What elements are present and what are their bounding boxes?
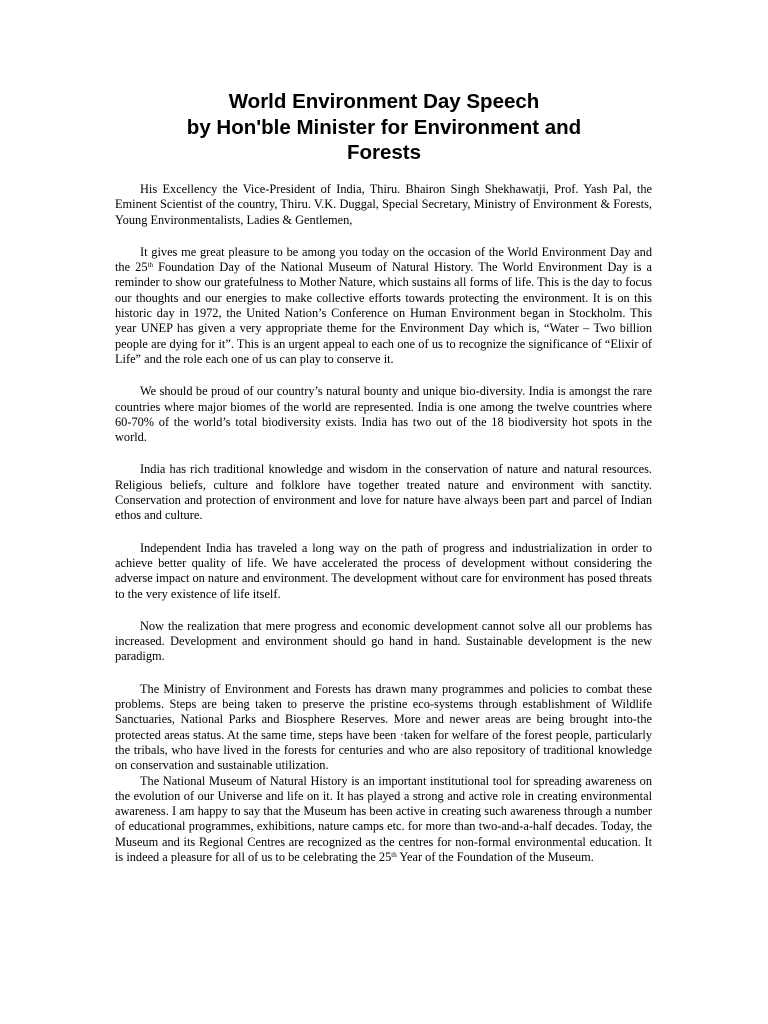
tradition-paragraph: India has rich traditional knowledge and wisdom in the conservation of nature and natural resources. Religious beliefs, culture and folklore have together treated nature and environment with sanctity. Conservation and protection of environment and love for nature have always been part and parcel of Indian ethos and culture. <box>115 462 652 523</box>
progress-paragraph: Independent India has traveled a long way on the path of progress and industrialization in order to achieve better quality of life. We have accelerated the process of development without considering the adverse impact on nature and environment. The development without care for environment has posed threats to the very existence of life itself. <box>115 540 652 601</box>
speech-body <box>115 182 652 882</box>
title-line-2: by Hon'ble Minister for Environment and <box>186 115 582 139</box>
museum-paragraph-text-continued: Year of the Foundation of the Museum. <box>396 849 594 864</box>
opening-paragraph-text: It gives me great pleasure to be among you today on the occasion of the World Environment Day and the 25 <box>115 244 652 275</box>
museum-paragraph <box>115 774 652 866</box>
paradigm-paragraph: Now the realization that mere progress and economic development cannot solve all our problems has increased. Development and environment should go hand in hand. Sustainable development is the new paradigm. <box>115 618 652 664</box>
ordinal-suffix: th <box>391 850 397 859</box>
page-title <box>150 89 618 166</box>
opening-paragraph-text-continued: Foundation Day of the National Museum of Natural History. The World Environment Day is a reminder to show our gratefulness to Mother Nature, which sustains all forms of life. This is the day to focus our thoughts and our energies to make collective efforts towards protecting the environment. It is on this historic day in 1972, the United Nation’s Conference on Human Environment began in Stockholm. This year UNEP has given a very appropriate theme for the Environment Day which is, “Water – Two billion people are dying for it”. This is an urgent appeal to each one of us to recognize the significance of “Elixir of Life” and the role each one of us can play to conserve it. <box>115 260 652 366</box>
museum-paragraph-text: The National Museum of Natural History is an important institutional tool for spreading awareness on the evolution of our Universe and life on it. It has played a strong and active role in creating environmental awareness. I am happy to say that the Museum has been active in creating such awareness through a number of educational programmes, exhibitions, nature camps etc. for more than two-and-a-half decades. Today, the Museum and its Regional Centres are recognized as the centres for non-formal environmental education. It is indeed a pleasure for all of us to be celebrating the 25 <box>115 773 652 864</box>
opening-paragraph <box>115 245 652 367</box>
salutation-paragraph: His Excellency the Vice-President of India, Thiru. Bhairon Singh Shekhawatji, Prof. Yash Pal, the Eminent Scientist of the country, Thiru. V.K. Duggal, Special Secretary, Ministry of Environment & Forests, Young Environmentalists, Ladies & Gentlemen, <box>115 182 652 227</box>
ordinal-suffix: th <box>147 261 153 270</box>
biodiversity-paragraph: We should be proud of our country’s natural bounty and unique bio-diversity. India is amongst the rare countries where major biomes of the world are represented. India is one among the twelve countries where 60-70% of the world’s total biodiversity exists. India has two out of the 18 biodiversity hot spots in the world. <box>115 384 652 445</box>
title-line-1: World Environment Day Speech <box>228 90 540 113</box>
title-line-3: Forests <box>346 141 422 164</box>
ministry-paragraph: The Ministry of Environment and Forests has drawn many programmes and policies to combat these problems. Steps are being taken to preserve the pristine eco-systems through establishment of Wildlife Sanctuaries, National Parks and Biosphere Reserves. More and newer areas are being brought into-the protected areas status. At the same time, steps have been ·taken for welfare of the forest people, particularly the tribals, who have lived in the forests for centuries and who are also repository of traditional knowledge on conservation and sustainable utilization. <box>115 681 652 773</box>
